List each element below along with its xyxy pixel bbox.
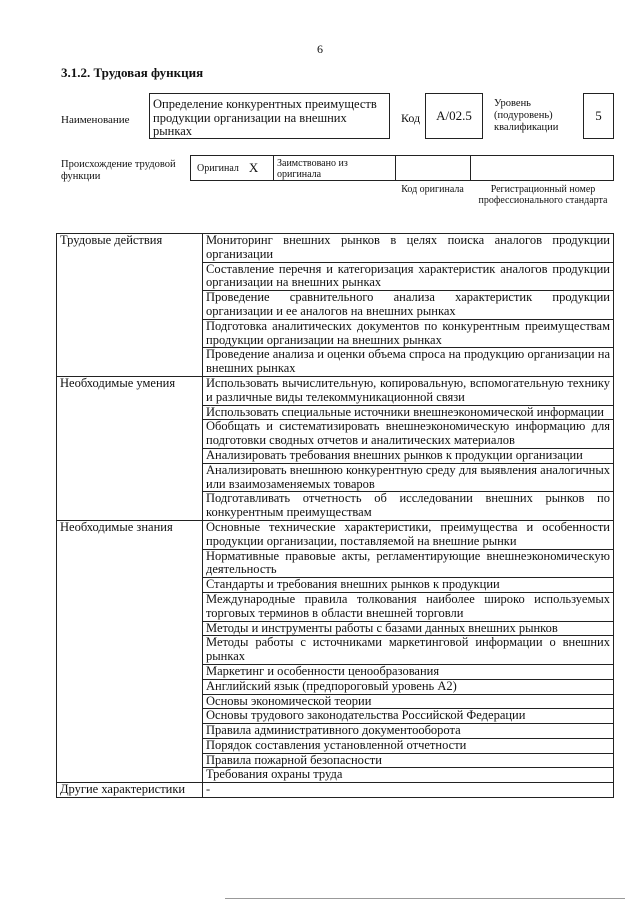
table-row — [57, 376, 614, 405]
section-item: Нормативные правовые акты, регламентирующие внешнеэкономическую деятельность — [203, 549, 614, 578]
section-item: Подготовка аналитических документов по конкурентным преимуществам продукции организации на внешних рынках — [203, 319, 614, 348]
code-label: Код — [401, 111, 421, 125]
section-item: Проведение анализа и оценки объема спроса на продукцию организации на внешних рынках — [203, 348, 614, 377]
section-item: Правила административного документооборота — [203, 724, 614, 739]
level-value: 5 — [595, 108, 602, 123]
origin-row — [190, 155, 614, 181]
section-item: Методы и инструменты работы с базами данных внешних рынков — [203, 621, 614, 636]
name-label: Наименование — [61, 114, 130, 126]
function-name-box — [149, 93, 390, 139]
level-label: Уровень (подуровень) квалификации — [494, 98, 559, 133]
level-box — [583, 93, 614, 139]
origin-label: Происхождение трудовой функции — [61, 159, 176, 182]
section-item: Анализировать внешнюю конкурентную среду для выявления аналогичных или взаимозаменяемых товаров — [203, 463, 614, 492]
section-item: Маркетинг и особенности ценообразования — [203, 664, 614, 679]
original-cell — [191, 156, 274, 180]
section-category: Необходимые знания — [57, 520, 203, 782]
table-row — [57, 520, 614, 549]
section-item: Требования охраны труда — [203, 768, 614, 783]
section-item: Проведение сравнительного анализа характеристик продукции организации и ее аналогов на внешних рынках — [203, 291, 614, 320]
section-item: Основы трудового законодательства Российской Федерации — [203, 709, 614, 724]
section-item: Использовать специальные источники внешнеэкономической информации — [203, 405, 614, 420]
section-item: Основы экономической теории — [203, 694, 614, 709]
reg-number-cell — [471, 156, 613, 180]
section-item: Английский язык (предпороговый уровень А2) — [203, 679, 614, 694]
section-category: Трудовые действия — [57, 234, 203, 377]
section-item: Анализировать требования внешних рынков к продукции организации — [203, 448, 614, 463]
section-category: Другие характеристики — [57, 783, 203, 798]
borrowed-cell — [274, 156, 396, 180]
table-row — [57, 234, 614, 263]
section-item: Подготавливать отчетность об исследовании внешних рынков по конкурентным преимуществам — [203, 492, 614, 521]
section-item: Основные технические характеристики, преимущества и особенности продукции организации, поставляемой на внешние рынки — [203, 520, 614, 549]
section-item: Стандарты и требования внешних рынков к продукции — [203, 578, 614, 593]
section-item: Порядок составления установленной отчетности — [203, 738, 614, 753]
labor-function-table — [56, 233, 614, 798]
reg-number-caption: Регистрационный номер профессионального стандарта — [478, 184, 608, 206]
section-item: Правила пожарной безопасности — [203, 753, 614, 768]
page-number: 6 — [317, 42, 323, 56]
bottom-divider — [225, 898, 625, 899]
original-label: Оригинал — [197, 162, 239, 174]
function-name: Определение конкурентных преимуществ продукции организации на внешних рынках — [153, 97, 377, 138]
origin-code-caption: Код оригинала — [401, 184, 464, 195]
section-item: - — [203, 783, 614, 798]
section-category: Необходимые умения — [57, 376, 203, 520]
table-row — [57, 783, 614, 798]
section-item: Методы работы с источниками маркетинговой информации о внешних рынках — [203, 636, 614, 665]
original-mark: X — [248, 160, 259, 175]
section-item: Мониторинг внешних рынков в целях поиска аналогов продукции организации — [203, 234, 614, 263]
section-item: Обобщать и систематизировать внешнеэкономическую информацию для подготовки сводных отчетов и аналитических материалов — [203, 420, 614, 449]
section-title: 3.1.2. Трудовая функция — [61, 65, 204, 80]
borrowed-label: Заимствовано из оригинала — [277, 158, 348, 180]
code-value: A/02.5 — [436, 108, 472, 123]
code-box — [425, 93, 483, 139]
section-item: Составление перечня и категоризация характеристик аналогов продукции организации на внешних рынках — [203, 262, 614, 291]
section-item: Международные правила толкования наиболее широко используемых торговых терминов в области внешней торговли — [203, 592, 614, 621]
origin-code-cell — [396, 156, 471, 180]
section-item: Использовать вычислительную, копировальную, вспомогательную технику и различные виды телекоммуникационной связи — [203, 376, 614, 405]
